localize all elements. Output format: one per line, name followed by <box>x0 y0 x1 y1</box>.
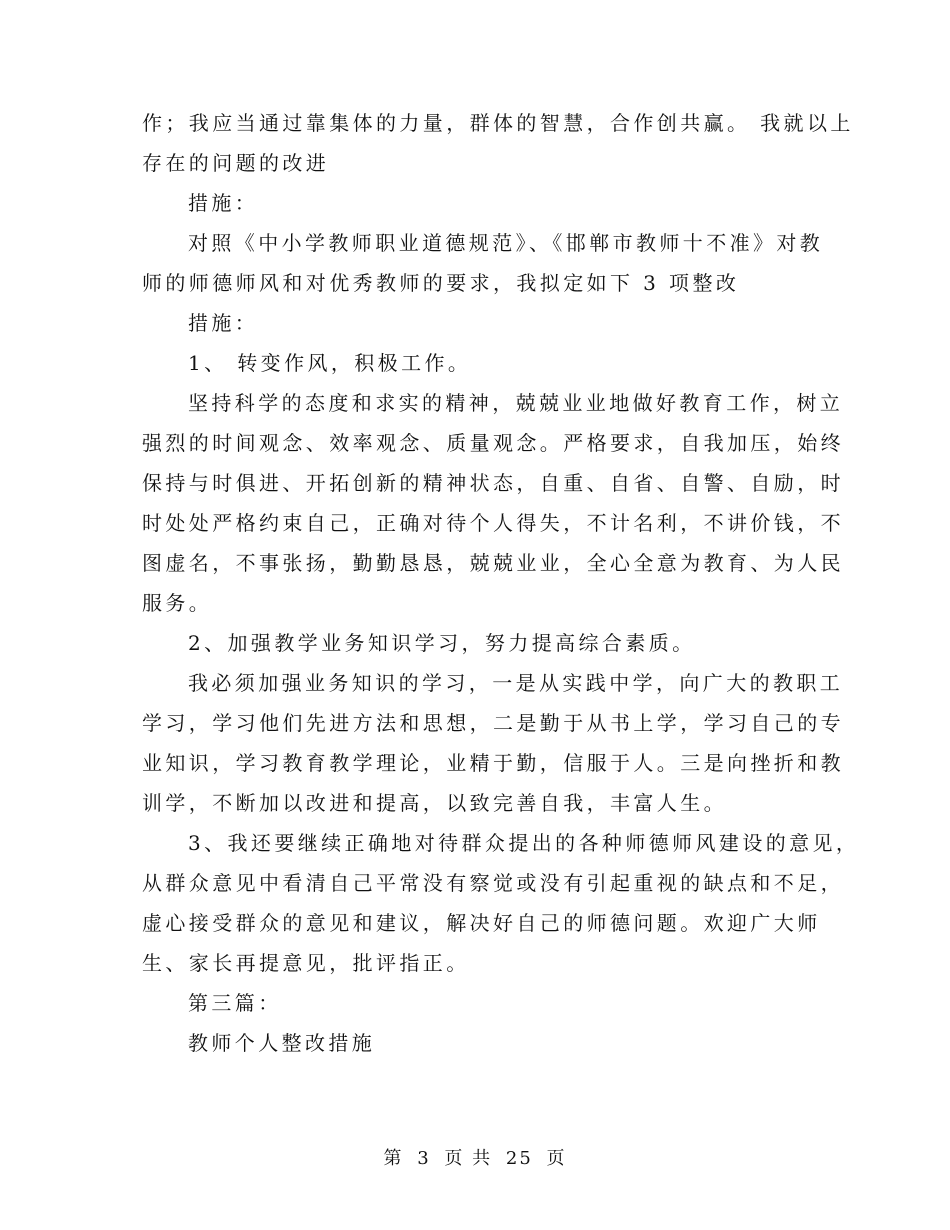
footer-total-pages: 25 <box>505 1148 533 1169</box>
text-line: 训学，不断加以改进和提高，以致完善自我，丰富人生。 <box>142 791 727 815</box>
text-line: 师的师德师风和对优秀教师的要求，我拟定如下 3 项整改 <box>142 271 740 295</box>
text-line: 措施： <box>188 191 259 215</box>
chapter-title: 教师个人整改措施 <box>188 1031 376 1055</box>
text-line: 从群众意见中看清自己平常没有察觉或没有引起重视的缺点和不足， <box>142 871 844 895</box>
text-line: 强烈的时间观念、效率观念、质量观念。严格要求，自我加压，始终 <box>142 431 844 455</box>
footer-page-number: 3 <box>417 1148 431 1169</box>
text-line: 虚心接受群众的意见和建议，解决好自己的师德问题。欢迎广大师 <box>142 911 821 935</box>
text-line: 措施： <box>188 311 259 335</box>
document-body <box>142 103 860 1063</box>
text-line: 图虚名，不事张扬，勤勤恳恳，兢兢业业，全心全意为教育、为人民 <box>142 551 844 575</box>
text-line: 保持与时俱进、开拓创新的精神状态，自重、自省、自警、自励，时 <box>142 471 844 495</box>
text-line: 生、家长再提意见，批评指正。 <box>142 951 470 975</box>
footer-prefix: 第 <box>383 1148 404 1169</box>
chapter-label: 第三篇： <box>188 991 282 1015</box>
footer-middle: 页 共 <box>444 1148 493 1169</box>
text-line: 服务。 <box>142 591 213 615</box>
text-line: 学习，学习他们先进方法和思想，二是勤于从书上学，学习自己的专 <box>142 711 844 735</box>
footer-suffix: 页 <box>546 1148 567 1169</box>
text-line: 业知识，学习教育教学理论，业精于勤，信服于人。三是向挫折和教 <box>142 751 844 775</box>
text-line: 对照《中小学教师职业道德规范》、《邯郸市教师十不准》对教 <box>188 231 824 255</box>
text-line: 存在的问题的改进 <box>142 151 330 175</box>
section-heading-2: 2、加强教学业务知识学习，努力提高综合素质。 <box>188 631 696 655</box>
text-line: 我必须加强业务知识的学习，一是从实践中学，向广大的教职工 <box>188 671 844 695</box>
section-heading-1: 1、 转变作风，积极工作。 <box>188 351 472 375</box>
page-footer <box>0 1147 950 1171</box>
text-line: 时处处严格约束自己，正确对待个人得失，不计名利，不讲价钱，不 <box>142 511 844 535</box>
text-line: 坚持科学的态度和求实的精神，兢兢业业地做好教育工作，树立 <box>188 391 844 415</box>
section-heading-3: 3、我还要继续正确地对待群众提出的各种师德师风建设的意见， <box>188 831 860 855</box>
text-line: 作；我应当通过靠集体的力量，群体的智慧，合作创共赢。 我就以上 <box>142 111 854 135</box>
